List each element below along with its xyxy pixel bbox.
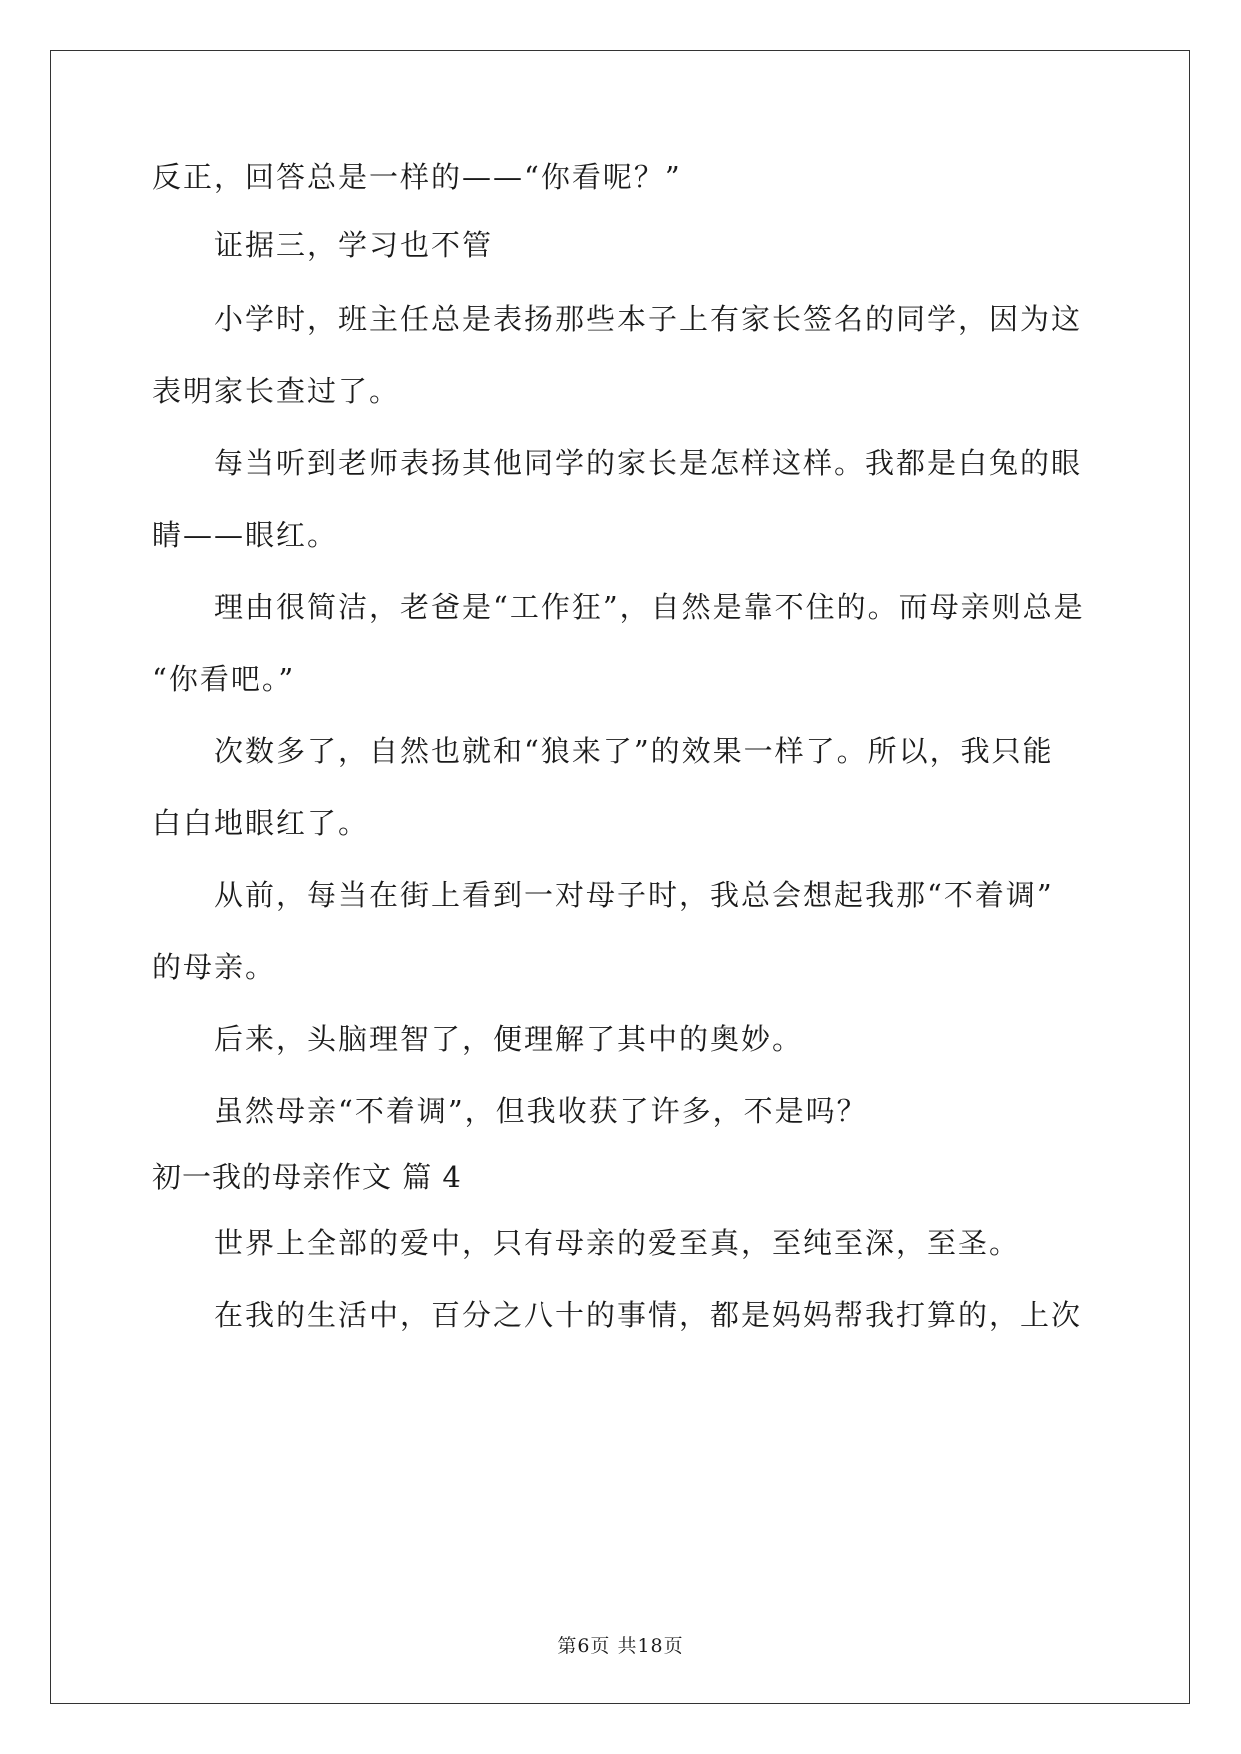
text-line: 每当听到老师表扬其他同学的家长是怎样这样。我都是白兔的眼 [214,446,1083,480]
page-border [50,50,1190,1704]
text-line: 证据三，学习也不管 [214,228,494,262]
text-line: 在我的生活中，百分之八十的事情，都是妈妈帮我打算的，上次 [214,1298,1083,1332]
text-line: 的母亲。 [152,950,277,984]
text-line: “你看吧。” [152,662,296,696]
text-line: 虽然母亲“不着调”，但我收获了许多，不是吗？ [214,1094,868,1128]
text-line: 表明家长查过了。 [152,374,401,408]
text-line: 后来，头脑理智了，便理解了其中的奥妙。 [214,1022,804,1056]
text-line: 小学时，班主任总是表扬那些本子上有家长签名的同学，因为这 [214,302,1083,336]
text-line: 次数多了，自然也就和“狼来了”的效果一样了。所以，我只能 [214,734,1054,768]
text-line: 白白地眼红了。 [152,806,370,840]
section-heading: 初一我的母亲作文 篇 4 [152,1160,462,1194]
page-number-footer: 第6页 共18页 [557,1635,684,1657]
text-line: 世界上全部的爱中，只有母亲的爱至真，至纯至深，至圣。 [214,1226,1021,1260]
text-line: 反正，回答总是一样的——“你看呢？” [152,160,682,194]
text-line: 睛——眼红。 [152,518,339,552]
text-line: 从前，每当在街上看到一对母子时，我总会想起我那“不着调” [214,878,1054,912]
text-line: 理由很简洁，老爸是“工作狂”，自然是靠不住的。而母亲则总是 [214,590,1085,624]
